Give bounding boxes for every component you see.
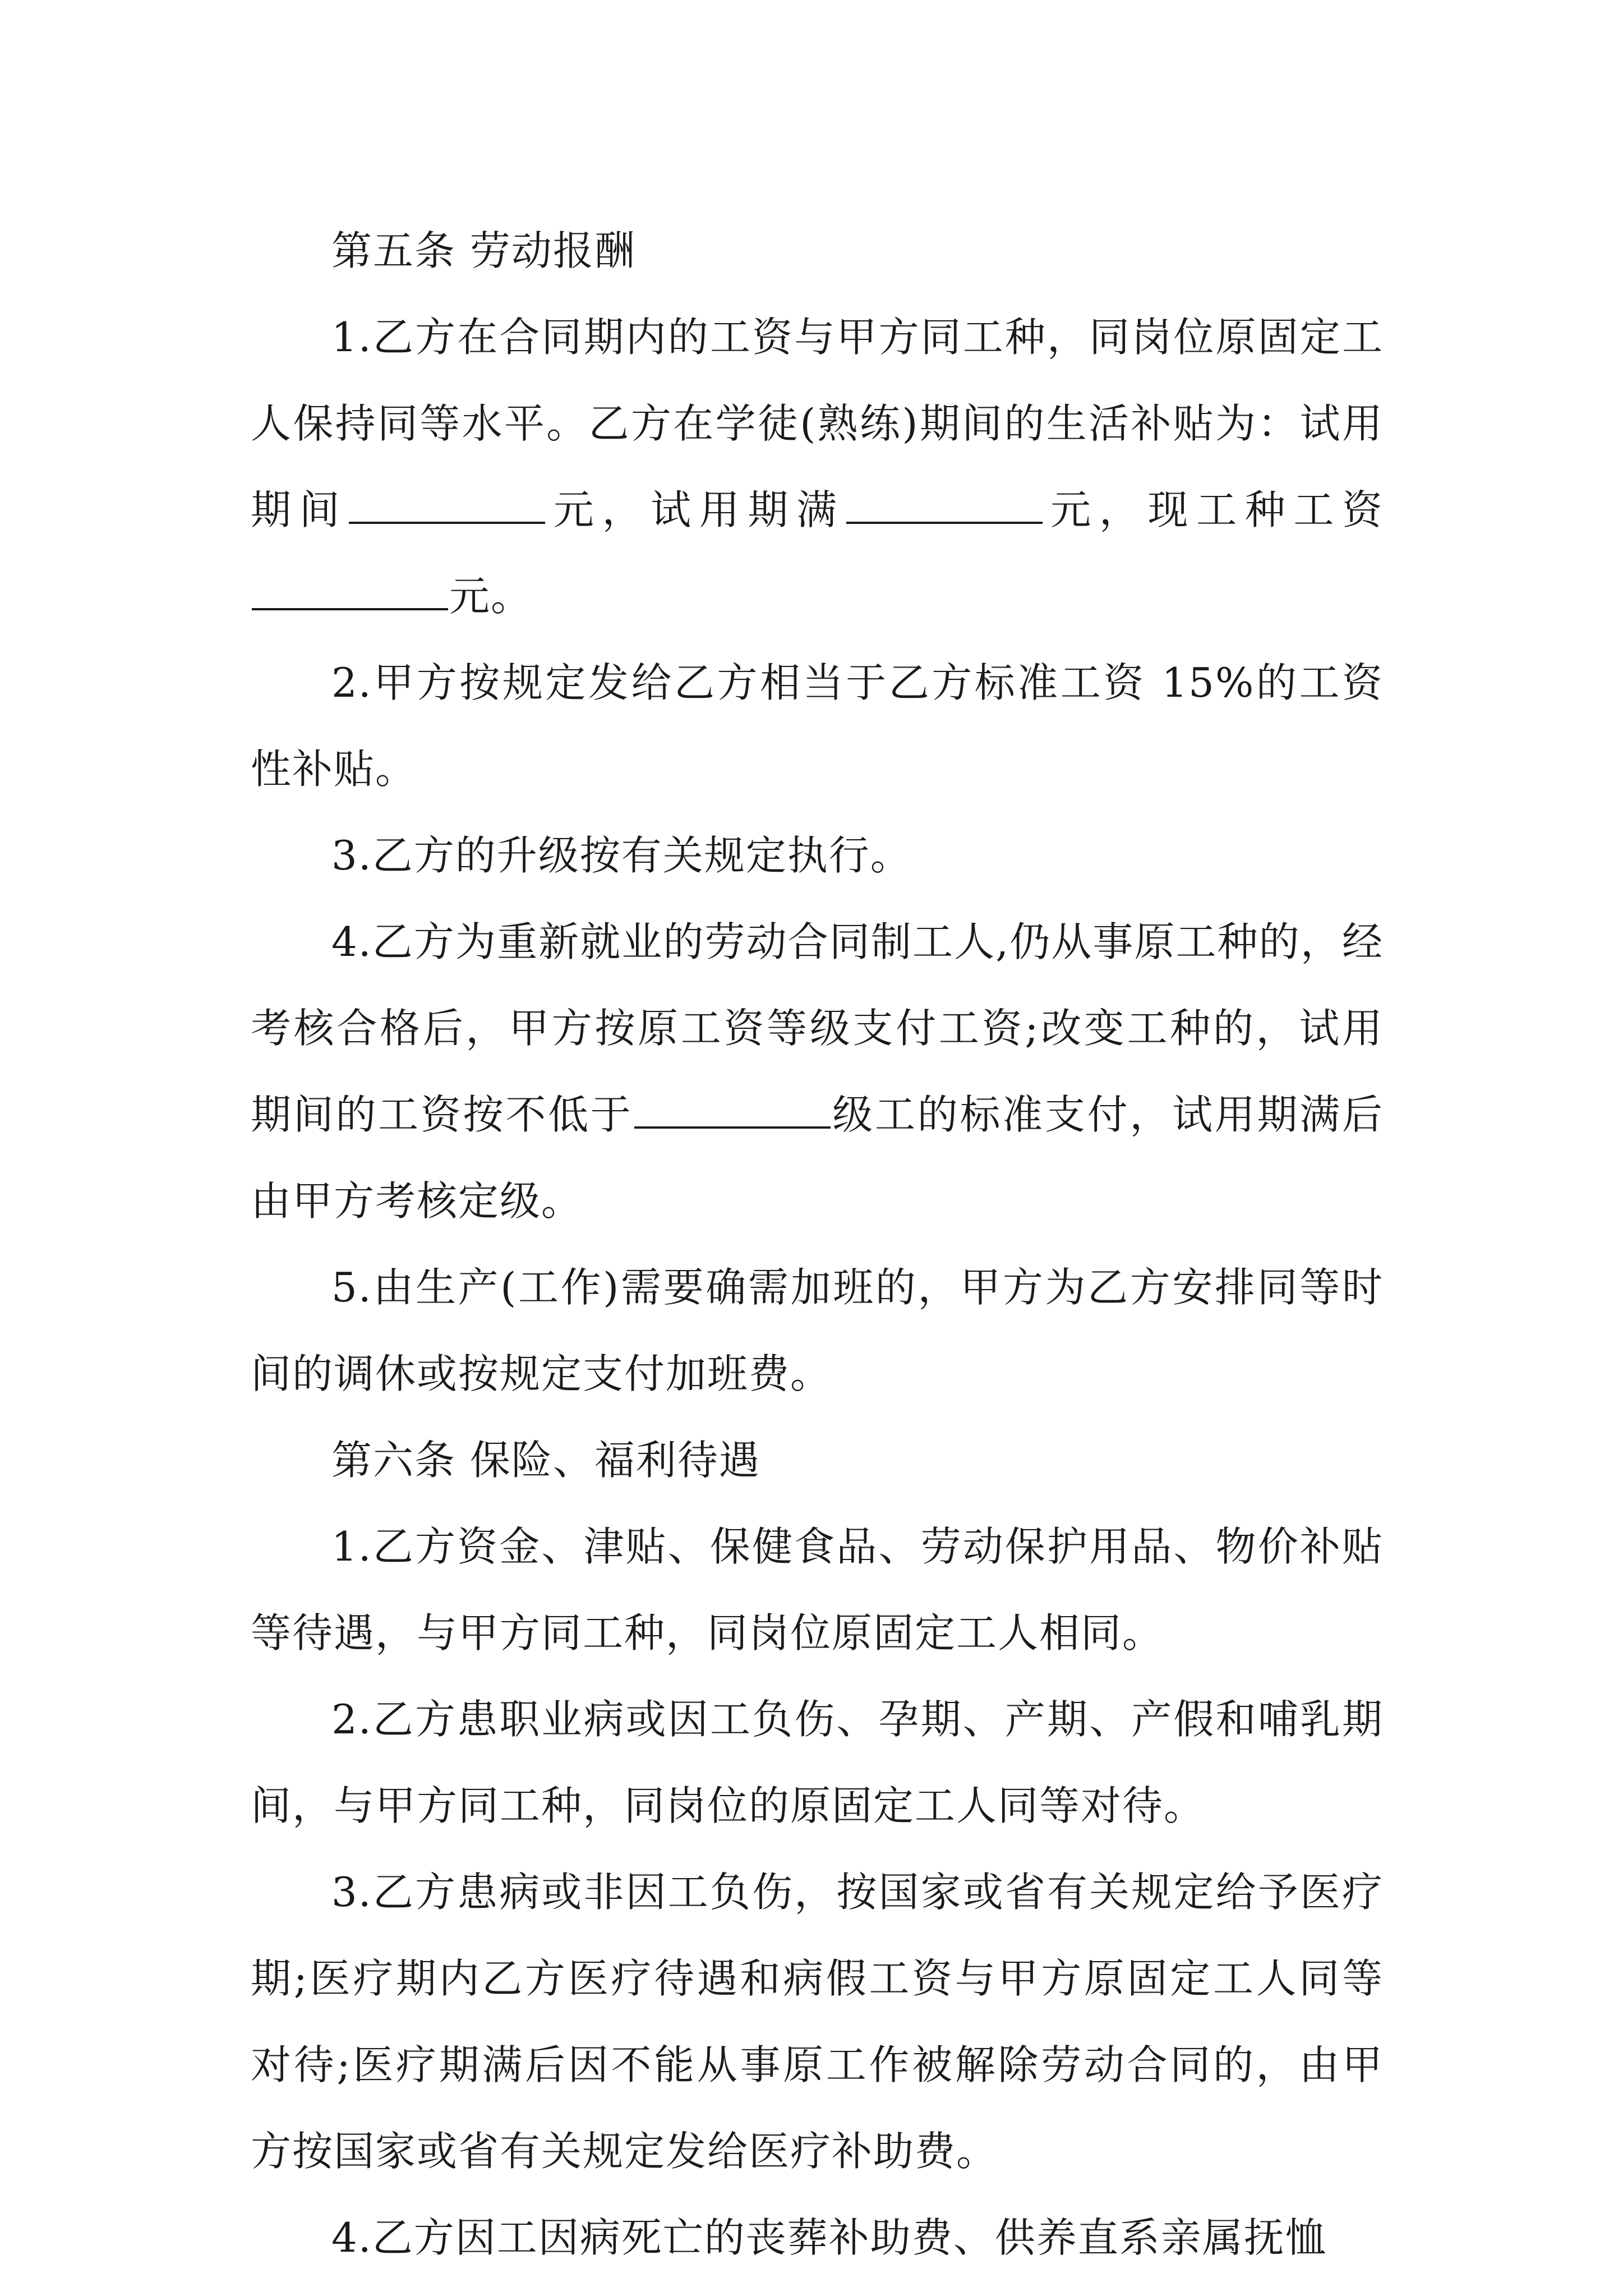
segment-text: 第五条 劳动报酬 bbox=[331, 227, 636, 274]
article-6-item-1 bbox=[251, 1503, 1384, 1676]
article-5-item-3 bbox=[251, 812, 1384, 899]
segment-text: 2.甲方按规定发给乙方相当于乙方标准工资 15%的工资性补贴。 bbox=[251, 659, 1384, 793]
article-5-item-5 bbox=[251, 1244, 1384, 1417]
segment-text: 元，试用期满 bbox=[546, 486, 845, 533]
segment-text: 级工的标准支付，试用期满后由甲方考核定级。 bbox=[251, 1091, 1384, 1225]
segment-text: 3.乙方的升级按有关规定执行。 bbox=[331, 832, 912, 879]
fill-in-blank[interactable] bbox=[634, 1090, 831, 1129]
article-6-heading bbox=[251, 1417, 1384, 1503]
segment-text: 2.乙方患职业病或因工负伤、孕期、产期、产假和哺乳期间，与甲方同工种，同岗位的原固定工人同等对待。 bbox=[251, 1696, 1384, 1829]
article-6-item-2 bbox=[251, 1676, 1384, 1849]
segment-text: 3.乙方患病或非因工负伤，按国家或省有关规定给予医疗期;医疗期内乙方医疗待遇和病假工资与甲方原固定工人同等对待;医疗期满后因不能从事原工作被解除劳动合同的，由甲方按国家或省有关规定发给医疗补助费。 bbox=[251, 1869, 1384, 2175]
article-5-item-2 bbox=[251, 639, 1384, 812]
article-6-item-3 bbox=[251, 1849, 1384, 2194]
segment-text: 4.乙方为重新就业的劳动合同制工人,仍从事原工种的，经考核合格后，甲方按原工资等级支付工资;改变工种的，试用期间的工资按不低于 bbox=[251, 918, 1384, 1138]
segment-text: 元。 bbox=[449, 573, 533, 620]
document-page bbox=[251, 208, 1384, 2281]
article-5-item-4 bbox=[251, 899, 1384, 1244]
segment-text: 1.乙方资金、津贴、保健食品、劳动保护用品、物价补贴等待遇，与甲方同工种，同岗位原固定工人相同。 bbox=[251, 1523, 1384, 1657]
fill-in-blank[interactable] bbox=[349, 485, 545, 524]
article-5-heading bbox=[251, 208, 1384, 294]
fill-in-blank[interactable] bbox=[846, 485, 1043, 524]
fill-in-blank[interactable] bbox=[252, 572, 448, 610]
segment-text: 4.乙方因工因病死亡的丧葬补助费、供养直系亲属抚恤 bbox=[331, 2214, 1327, 2261]
segment-text: 5.由生产(工作)需要确需加班的，甲方为乙方安排同等时间的调休或按规定支付加班费。 bbox=[251, 1264, 1384, 1397]
segment-text: 1.乙方在合同期内的工资与甲方同工种，同岗位原固定工人保持同等水平。乙方在学徒(熟练)期间的生活补贴为：试用期间 bbox=[251, 314, 1384, 533]
segment-text: 元，现工种工资 bbox=[1043, 486, 1384, 533]
segment-text: 第六条 保险、福利待遇 bbox=[331, 1437, 760, 1484]
article-5-item-1 bbox=[251, 294, 1384, 639]
article-6-item-4 bbox=[251, 2194, 1384, 2281]
